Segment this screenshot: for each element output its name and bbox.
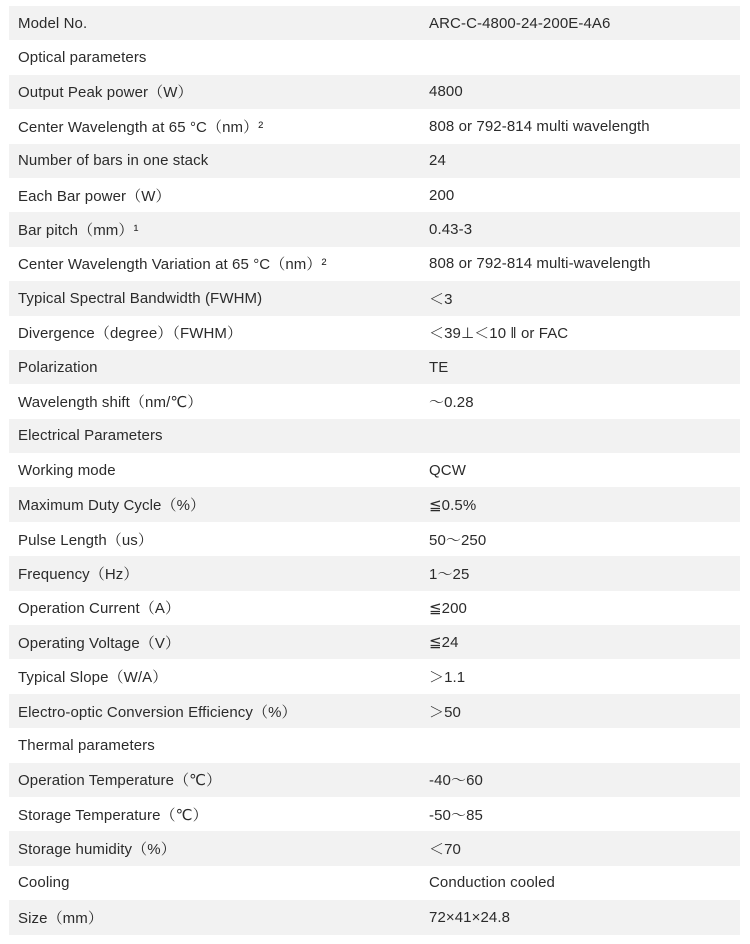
param-cell: Center Wavelength at 65 °C（nm）²: [18, 118, 264, 136]
table-row: [9, 763, 740, 797]
value-cell: ＜3: [429, 290, 453, 308]
param-cell: Polarization: [18, 358, 98, 376]
param-cell: Each Bar power（W）: [18, 187, 171, 205]
param-cell: Model No.: [18, 14, 88, 32]
section-header: Thermal parameters: [18, 736, 155, 754]
param-cell: Storage humidity（%）: [18, 841, 176, 859]
value-cell: ＜39⊥＜10 ‖ or FAC: [429, 325, 569, 343]
value-cell: ＜70: [429, 841, 461, 859]
param-cell: Center Wavelength Variation at 65 °C（nm）²: [18, 256, 327, 274]
param-cell: Wavelength shift（nm/℃）: [18, 393, 203, 411]
spec-table: [9, 6, 740, 935]
value-cell: ～0.28: [429, 393, 474, 411]
param-cell: Frequency（Hz）: [18, 565, 139, 583]
table-row: [9, 453, 740, 487]
table-row: [9, 212, 740, 246]
value-cell: 200: [429, 186, 455, 204]
table-row: [9, 419, 740, 453]
table-row: [9, 384, 740, 418]
table-row: [9, 281, 740, 315]
table-row: [9, 831, 740, 865]
table-row: [9, 75, 740, 109]
param-cell: Operation Current（A）: [18, 600, 181, 618]
table-row: [9, 350, 740, 384]
value-cell: Conduction cooled: [429, 874, 555, 892]
value-cell: ≦0.5%: [429, 496, 477, 514]
param-cell: Cooling: [18, 874, 70, 892]
param-cell: Size（mm）: [18, 909, 103, 927]
table-row: [9, 487, 740, 521]
table-row: [9, 316, 740, 350]
table-row: [9, 144, 740, 178]
value-cell: 50～250: [429, 531, 487, 549]
table-row: [9, 591, 740, 625]
value-cell: ＞50: [429, 703, 461, 721]
table-row: [9, 694, 740, 728]
table-row: [9, 556, 740, 590]
param-cell: Number of bars in one stack: [18, 152, 209, 170]
section-header: Electrical Parameters: [18, 427, 163, 445]
table-row: [9, 40, 740, 74]
param-cell: Electro-optic Conversion Efficiency（%）: [18, 703, 297, 721]
value-cell: QCW: [429, 461, 466, 479]
value-cell: ＞1.1: [429, 669, 466, 687]
table-row: [9, 178, 740, 212]
param-cell: Operating Voltage（V）: [18, 634, 181, 652]
param-cell: Pulse Length（us）: [18, 531, 154, 549]
value-cell: 0.43-3: [429, 221, 473, 239]
param-cell: Divergence（degree）（FWHM）: [18, 325, 243, 343]
table-row: [9, 659, 740, 693]
param-cell: Output Peak power（W）: [18, 84, 193, 102]
table-row: [9, 625, 740, 659]
table-row: [9, 109, 740, 143]
table-row: [9, 522, 740, 556]
param-cell: Typical Slope（W/A）: [18, 669, 168, 687]
param-cell: Storage Temperature（℃）: [18, 806, 208, 824]
table-row: [9, 866, 740, 900]
table-row: [9, 728, 740, 762]
param-cell: Working mode: [18, 461, 116, 479]
table-row: [9, 247, 740, 281]
value-cell: 72×41×24.8: [429, 908, 511, 926]
value-cell: 808 or 792-814 multi wavelength: [429, 117, 650, 135]
value-cell: ≦200: [429, 599, 467, 617]
value-cell: ARC-C-4800-24-200E-4A6: [429, 14, 611, 32]
value-cell: 4800: [429, 83, 463, 101]
table-row: [9, 900, 740, 934]
value-cell: TE: [429, 358, 449, 376]
value-cell: 1～25: [429, 565, 470, 583]
param-cell: Maximum Duty Cycle（%）: [18, 497, 206, 515]
param-cell: Bar pitch（mm）¹: [18, 222, 139, 240]
value-cell: 808 or 792-814 multi-wavelength: [429, 255, 651, 273]
value-cell: ≦24: [429, 634, 459, 652]
param-cell: Typical Spectral Bandwidth (FWHM): [18, 289, 263, 307]
section-header: Optical parameters: [18, 49, 147, 67]
table-row: [9, 797, 740, 831]
value-cell: 24: [429, 152, 446, 170]
value-cell: -50～85: [429, 806, 483, 824]
table-row: [9, 6, 740, 40]
param-cell: Operation Temperature（℃）: [18, 772, 222, 790]
value-cell: -40～60: [429, 772, 483, 790]
